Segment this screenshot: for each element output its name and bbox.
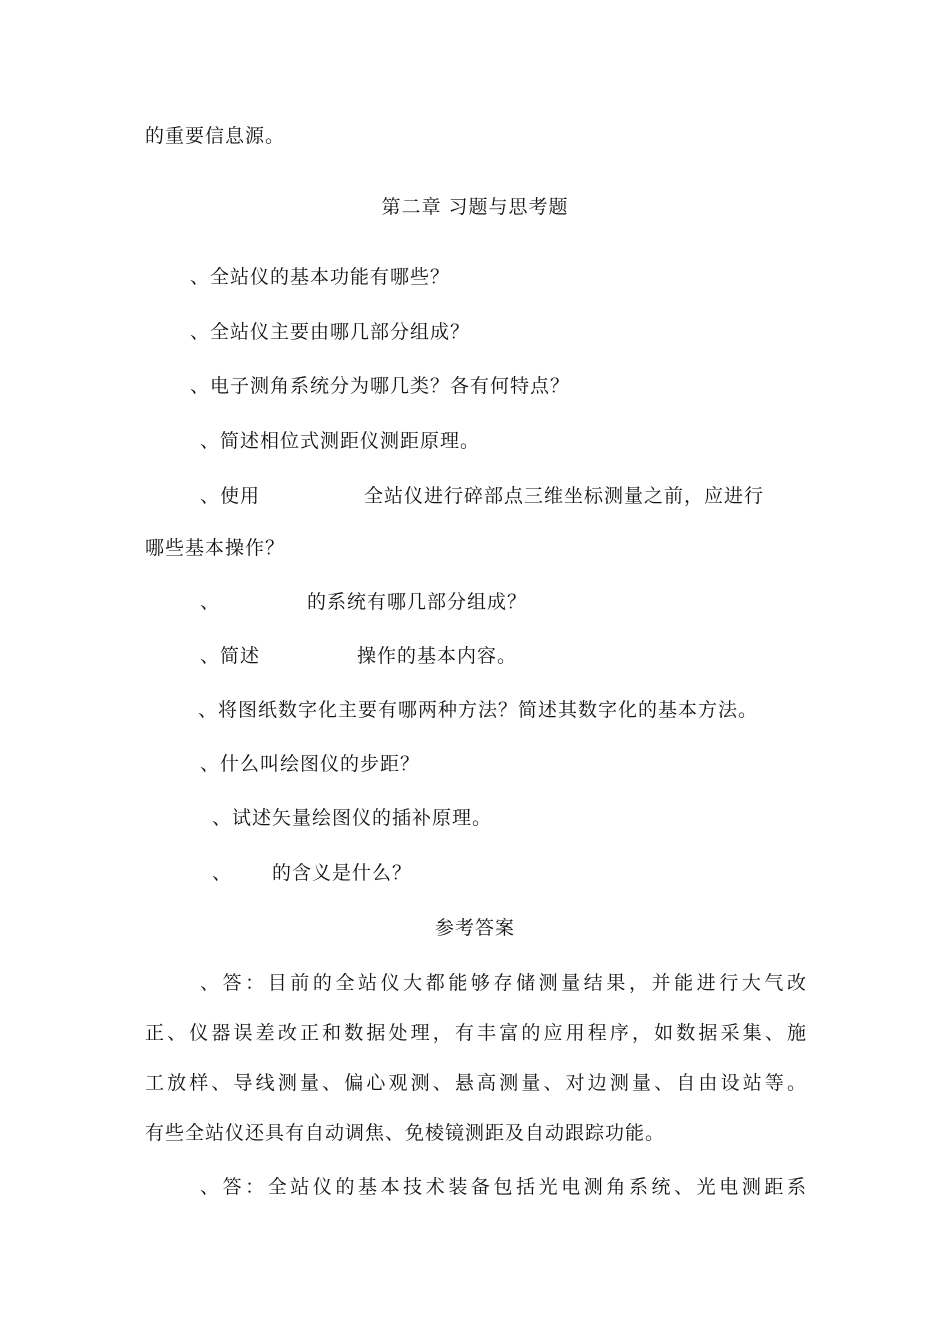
question-9: 、什么叫绘图仪的步距？ — [200, 753, 421, 775]
question-1: 、全站仪的基本功能有哪些？ — [190, 266, 451, 288]
question-7-body: 操作的基本内容。 — [357, 645, 518, 667]
question-3: 、电子测角系统分为哪几类？各有何特点？ — [190, 375, 571, 397]
question-4: 、简述相位式测距仪测距原理。 — [200, 430, 481, 452]
answer-1-line-2: 正、仪器误差改正和数据处理，有丰富的应用程序，如数据采集、施 — [145, 1022, 807, 1044]
answer-2-line-1: 、答：全站仪的基本技术装备包括光电测角系统、光电测距系 — [200, 1176, 807, 1198]
answer-1-line-1: 、答：目前的全站仪大都能够存储测量结果，并能进行大气改 — [200, 972, 807, 994]
question-6-body: 的系统有哪几部分组成？ — [307, 591, 528, 613]
question-11-prefix: 、 — [212, 862, 233, 884]
question-5-body: 全站仪进行碎部点三维坐标测量之前，应进行 — [364, 485, 765, 507]
answers-title: 参考答案 — [434, 917, 515, 939]
answer-1-line-3: 工放样、导线测量、偏心观测、悬高测量、对边测量、自由设站等。 — [145, 1072, 807, 1094]
chapter-title: 第二章 习题与思考题 — [381, 196, 569, 218]
question-11-body: 的含义是什么？ — [272, 862, 413, 884]
question-5-continuation: 哪些基本操作？ — [145, 537, 286, 559]
question-6-prefix: 、 — [200, 591, 221, 613]
intro-tail-text: 的重要信息源。 — [145, 125, 286, 147]
question-8: 、将图纸数字化主要有哪两种方法？简述其数字化的基本方法。 — [198, 699, 759, 721]
question-2: 、全站仪主要由哪几部分组成？ — [190, 321, 471, 343]
question-10: 、试述矢量绘图仪的插补原理。 — [212, 807, 493, 829]
answer-1-line-4: 有些全站仪还具有自动调焦、免棱镜测距及自动跟踪功能。 — [145, 1122, 666, 1144]
question-7-prefix: 、简述 — [200, 645, 261, 667]
question-5-prefix: 、使用 — [200, 485, 261, 507]
